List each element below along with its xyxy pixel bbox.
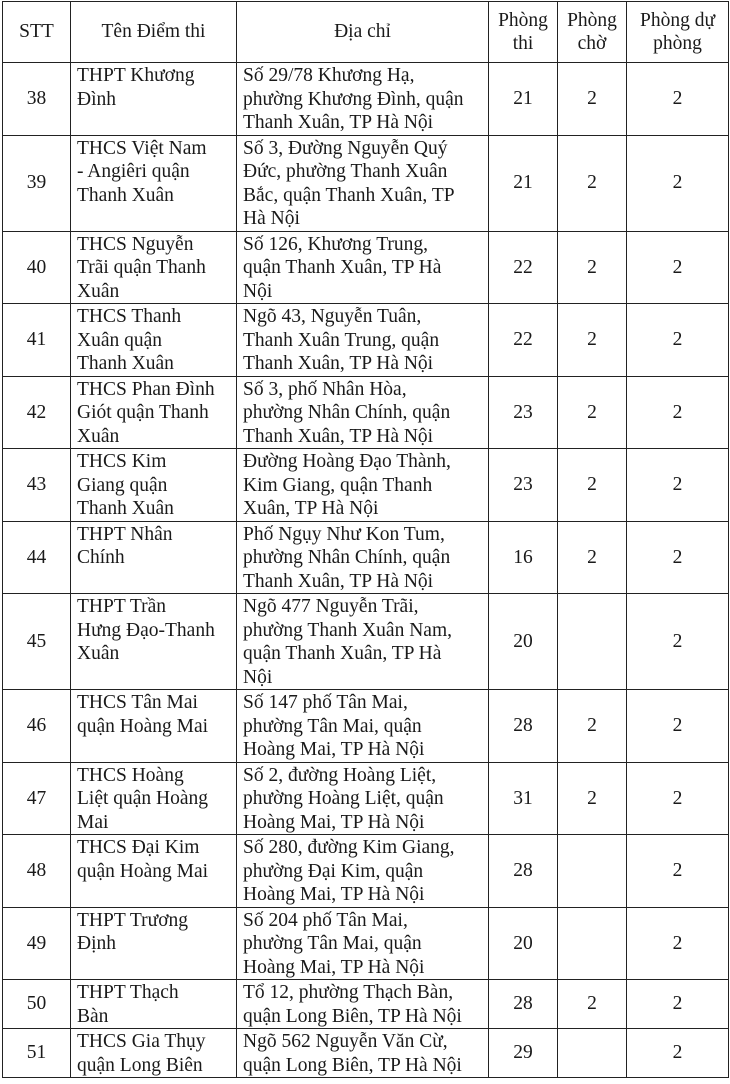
table-row xyxy=(3,63,729,136)
row-waiting-rooms: 2 xyxy=(558,63,627,136)
row-reserve-rooms: 2 xyxy=(627,521,729,594)
row-stt: 42 xyxy=(3,376,71,449)
table-row xyxy=(3,594,729,690)
row-address: Số 3, phố Nhân Hòa, phường Nhân Chính, quận Thanh Xuân, TP Hà Nội xyxy=(237,376,489,449)
row-address: Số 126, Khương Trung, quận Thanh Xuân, TP Hà Nội xyxy=(237,231,489,304)
header-venue-name: Tên Điểm thi xyxy=(71,2,237,63)
row-waiting-rooms: 2 xyxy=(558,980,627,1029)
row-stt: 44 xyxy=(3,521,71,594)
row-address: Số 2, đường Hoàng Liệt, phường Hoàng Liệt, quận Hoàng Mai, TP Hà Nội xyxy=(237,762,489,835)
row-reserve-rooms: 2 xyxy=(627,135,729,231)
row-reserve-rooms: 2 xyxy=(627,231,729,304)
row-venue-name: THCS Hoàng Liệt quận Hoàng Mai xyxy=(71,762,237,835)
row-reserve-rooms: 2 xyxy=(627,690,729,763)
row-exam-rooms: 28 xyxy=(489,980,558,1029)
row-stt: 50 xyxy=(3,980,71,1029)
row-address: Đường Hoàng Đạo Thành, Kim Giang, quận Thanh Xuân, TP Hà Nội xyxy=(237,449,489,522)
row-venue-name: THCS Gia Thụy quận Long Biên xyxy=(71,1029,237,1078)
row-stt: 46 xyxy=(3,690,71,763)
row-waiting-rooms: 2 xyxy=(558,376,627,449)
header-waiting-rooms: Phòng chờ xyxy=(558,2,627,63)
row-reserve-rooms: 2 xyxy=(627,449,729,522)
table-row xyxy=(3,376,729,449)
row-stt: 43 xyxy=(3,449,71,522)
row-exam-rooms: 31 xyxy=(489,762,558,835)
table-row xyxy=(3,231,729,304)
table-row xyxy=(3,449,729,522)
row-reserve-rooms: 2 xyxy=(627,907,729,980)
row-stt: 39 xyxy=(3,135,71,231)
row-reserve-rooms: 2 xyxy=(627,1029,729,1078)
row-stt: 51 xyxy=(3,1029,71,1078)
row-stt: 41 xyxy=(3,304,71,377)
table-row xyxy=(3,690,729,763)
row-venue-name: THPT Trần Hưng Đạo-Thanh Xuân xyxy=(71,594,237,690)
row-waiting-rooms: 2 xyxy=(558,135,627,231)
row-address: Số 29/78 Khương Hạ, phường Khương Đình, quận Thanh Xuân, TP Hà Nội xyxy=(237,63,489,136)
row-exam-rooms: 20 xyxy=(489,594,558,690)
row-reserve-rooms: 2 xyxy=(627,376,729,449)
row-stt: 47 xyxy=(3,762,71,835)
row-waiting-rooms: 2 xyxy=(558,521,627,594)
row-stt: 48 xyxy=(3,835,71,908)
row-exam-rooms: 21 xyxy=(489,135,558,231)
header-row xyxy=(3,2,729,63)
header-reserve-rooms: Phòng dự phòng xyxy=(627,2,729,63)
row-waiting-rooms xyxy=(558,835,627,908)
row-venue-name: THPT Khương Đình xyxy=(71,63,237,136)
row-venue-name: THPT Nhân Chính xyxy=(71,521,237,594)
row-exam-rooms: 23 xyxy=(489,449,558,522)
row-waiting-rooms: 2 xyxy=(558,762,627,835)
row-venue-name: THCS Nguyễn Trãi quận Thanh Xuân xyxy=(71,231,237,304)
row-address: Tổ 12, phường Thạch Bàn, quận Long Biên, TP Hà Nội xyxy=(237,980,489,1029)
row-venue-name: THCS Kim Giang quận Thanh Xuân xyxy=(71,449,237,522)
row-address: Ngõ 477 Nguyễn Trãi, phường Thanh Xuân Nam, quận Thanh Xuân, TP Hà Nội xyxy=(237,594,489,690)
row-address: Ngõ 562 Nguyễn Văn Cừ, quận Long Biên, TP Hà Nội xyxy=(237,1029,489,1078)
row-venue-name: THPT Thạch Bàn xyxy=(71,980,237,1029)
exam-venue-table xyxy=(2,1,729,1078)
table-row xyxy=(3,135,729,231)
table-row xyxy=(3,521,729,594)
row-address: Số 147 phố Tân Mai, phường Tân Mai, quận Hoàng Mai, TP Hà Nội xyxy=(237,690,489,763)
row-reserve-rooms: 2 xyxy=(627,594,729,690)
row-venue-name: THCS Việt Nam - Angiêri quận Thanh Xuân xyxy=(71,135,237,231)
table-row xyxy=(3,835,729,908)
row-reserve-rooms: 2 xyxy=(627,63,729,136)
row-address: Số 204 phố Tân Mai, phường Tân Mai, quận Hoàng Mai, TP Hà Nội xyxy=(237,907,489,980)
row-exam-rooms: 16 xyxy=(489,521,558,594)
row-exam-rooms: 21 xyxy=(489,63,558,136)
exam-venue-document xyxy=(2,1,729,1078)
row-waiting-rooms: 2 xyxy=(558,304,627,377)
row-waiting-rooms: 2 xyxy=(558,231,627,304)
row-venue-name: THCS Tân Mai quận Hoàng Mai xyxy=(71,690,237,763)
row-stt: 49 xyxy=(3,907,71,980)
row-venue-name: THCS Phan Đình Giót quận Thanh Xuân xyxy=(71,376,237,449)
row-reserve-rooms: 2 xyxy=(627,980,729,1029)
header-address: Địa chỉ xyxy=(237,2,489,63)
table-row xyxy=(3,762,729,835)
row-address: Số 3, Đường Nguyễn Quý Đức, phường Thanh Xuân Bắc, quận Thanh Xuân, TP Hà Nội xyxy=(237,135,489,231)
row-venue-name: THPT Trương Định xyxy=(71,907,237,980)
table-row xyxy=(3,907,729,980)
row-reserve-rooms: 2 xyxy=(627,835,729,908)
row-venue-name: THCS Thanh Xuân quận Thanh Xuân xyxy=(71,304,237,377)
row-exam-rooms: 29 xyxy=(489,1029,558,1078)
table-row xyxy=(3,1029,729,1078)
row-waiting-rooms xyxy=(558,594,627,690)
row-waiting-rooms: 2 xyxy=(558,449,627,522)
row-address: Ngõ 43, Nguyễn Tuân, Thanh Xuân Trung, quận Thanh Xuân, TP Hà Nội xyxy=(237,304,489,377)
row-waiting-rooms xyxy=(558,907,627,980)
row-reserve-rooms: 2 xyxy=(627,762,729,835)
row-exam-rooms: 22 xyxy=(489,304,558,377)
row-exam-rooms: 20 xyxy=(489,907,558,980)
row-reserve-rooms: 2 xyxy=(627,304,729,377)
row-address: Số 280, đường Kim Giang, phường Đại Kim, quận Hoàng Mai, TP Hà Nội xyxy=(237,835,489,908)
row-exam-rooms: 23 xyxy=(489,376,558,449)
row-exam-rooms: 28 xyxy=(489,690,558,763)
header-exam-rooms: Phòng thi xyxy=(489,2,558,63)
row-stt: 38 xyxy=(3,63,71,136)
header-stt: STT xyxy=(3,2,71,63)
row-stt: 40 xyxy=(3,231,71,304)
row-address: Phố Ngụy Như Kon Tum, phường Nhân Chính, quận Thanh Xuân, TP Hà Nội xyxy=(237,521,489,594)
row-stt: 45 xyxy=(3,594,71,690)
table-row xyxy=(3,304,729,377)
row-exam-rooms: 28 xyxy=(489,835,558,908)
table-row xyxy=(3,980,729,1029)
row-waiting-rooms: 2 xyxy=(558,690,627,763)
row-venue-name: THCS Đại Kim quận Hoàng Mai xyxy=(71,835,237,908)
row-exam-rooms: 22 xyxy=(489,231,558,304)
row-waiting-rooms xyxy=(558,1029,627,1078)
